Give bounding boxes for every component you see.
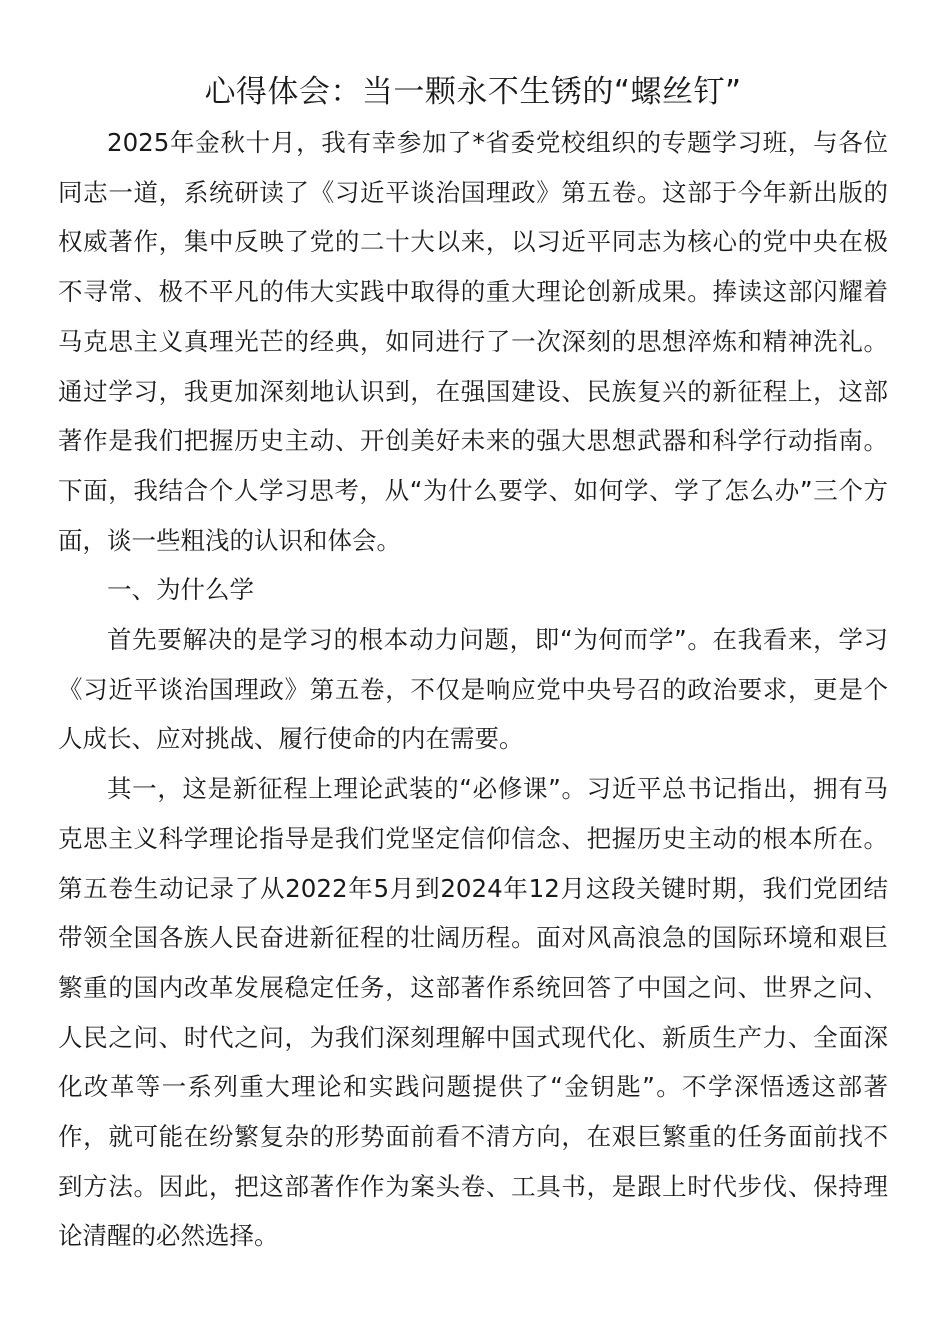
section-heading: 一、为什么学 (107, 575, 254, 605)
document-page (58, 66, 888, 1261)
section-paragraph-1: 首先要解决的是学习的根本动力问题，即“为何而学”。在我看来，学习《习近平谈治国理政》第五卷，不仅是响应党中央号召的政治要求，更是个人成长、应对挑战、履行使命的内在需要。 (58, 625, 888, 754)
section-paragraph-2: 其一，这是新征程上理论武装的“必修课”。习近平总书记指出，拥有马克思主义科学理论指导是我们党坚定信仰信念、把握历史主动的根本所在。第五卷生动记录了从2022年5月到2024年12月这段关键时期，我们党团结带领全国各族人民奋进新征程的壮阔历程。面对风高浪急的国际环境和艰巨繁重的国内改革发展稳定任务，这部著作系统回答了中国之问、世界之问、人民之问、时代之问，为我们深刻理解中国式现代化、新质生产力、全面深化改革等一系列重大理论和实践问题提供了“金钥匙”。不学深悟透这部著作，就可能在纷繁复杂的形势面前看不清方向，在艰巨繁重的任务面前找不到方法。因此，把这部著作作为案头卷、工具书，是跟上时代步伐、保持理论清醒的必然选择。 (58, 774, 888, 1251)
intro-paragraph: 2025年金秋十月，我有幸参加了*省委党校组织的专题学习班，与各位同志一道，系统研读了《习近平谈治国理政》第五卷。这部于今年新出版的权威著作，集中反映了党的二十大以来，以习近平同志为核心的党中央在极不寻常、极不平凡的伟大实践中取得的重大理论创新成果。捧读这部闪耀着马克思主义真理光芒的经典，如同进行了一次深刻的思想淬炼和精神洗礼。通过学习，我更加深刻地认识到，在强国建设、民族复兴的新征程上，这部著作是我们把握历史主动、开创美好未来的强大思想武器和科学行动指南。下面，我结合个人学习思考，从“为什么要学、如何学、学了怎么办”三个方面，谈一些粗浅的认识和体会。 (58, 128, 888, 555)
page-title: 心得体会：当一颗永不生锈的“螺丝钉” (204, 74, 742, 110)
